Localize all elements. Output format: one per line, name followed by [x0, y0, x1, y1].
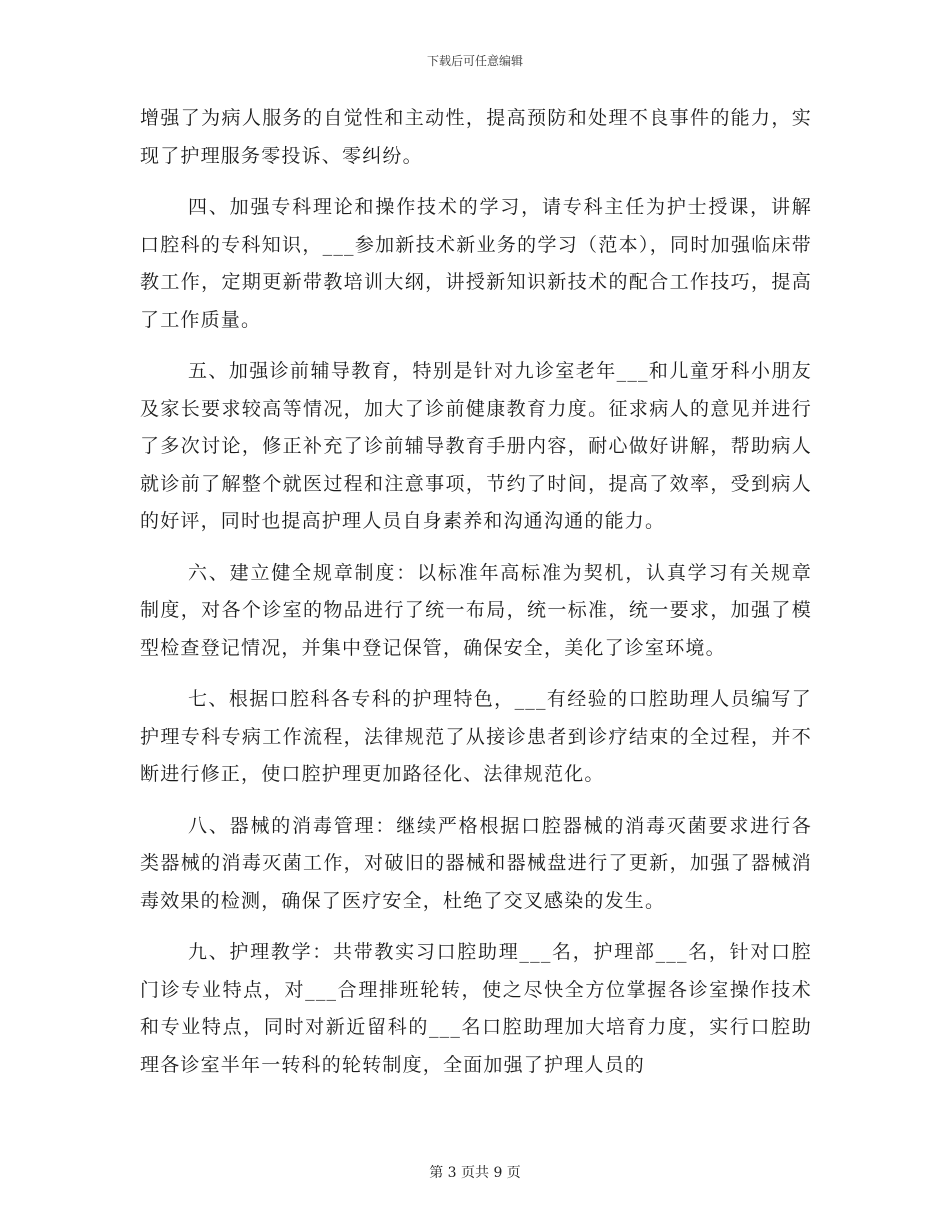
page-footer: 第 3 页共 9 页: [429, 1165, 521, 1181]
paragraph-continuation: 增强了为病人服务的自觉性和主动性，提高预防和处理不良事件的能力，实现了护理服务零投诉、零纠纷。: [140, 107, 812, 167]
paragraph-section-4: 四、加强专科理论和操作技术的学习，请专科主任为护士授课，讲解口腔科的专科知识，___参加新技术新业务的学习（范本），同时加强临床带教工作，定期更新带教培训大纲，讲授新知识新技术的配合工作技巧，提高了工作质量。: [140, 196, 812, 331]
paragraph-section-5: 五、加强诊前辅导教育，特别是针对九诊室老年___和儿童牙科小朋友及家长要求较高等情况，加大了诊前健康教育力度。征求病人的意见并进行了多次讨论，修正补充了诊前辅导教育手册内容，耐心做好讲解，帮助病人就诊前了解整个就医过程和注意事项，节约了时间，提高了效率，受到病人的好评，同时也提高护理人员自身素养和沟通沟通的能力。: [140, 360, 812, 532]
paragraph-section-7: 七、根据口腔科各专科的护理特色，___有经验的口腔助理人员编写了护理专科专病工作流程，法律规范了从接诊患者到诊疗结束的全过程，并不断进行修正，使口腔护理更加路径化、法律规范化。: [140, 688, 812, 785]
paragraph-section-8: 八、器械的消毒管理：继续严格根据口腔器械的消毒灭菌要求进行各类器械的消毒灭菌工作，对破旧的器械和器械盘进行了更新，加强了器械消毒效果的检测，确保了医疗安全，杜绝了交叉感染的发生。: [140, 814, 812, 912]
document-body: [140, 100, 812, 1098]
paragraph-section-9: 九、护理教学：共带教实习口腔助理___名，护理部___名，针对口腔门诊专业特点，对___合理排班轮转，使之尽快全方位掌握各诊室操作技术和专业特点，同时对新近留科的___名口腔助理加大培育力度，实行口腔助理各诊室半年一转科的轮转制度，全面加强了护理人员的: [140, 941, 812, 1076]
paragraph-section-6: 六、建立健全规章制度：以标准年高标准为契机，认真学习有关规章制度，对各个诊室的物品进行了统一布局，统一标准，统一要求，加强了模型检查登记情况，并集中登记保管，确保安全，美化了诊室环境。: [140, 561, 812, 659]
page-header: 下载后可任意编辑: [426, 54, 523, 68]
